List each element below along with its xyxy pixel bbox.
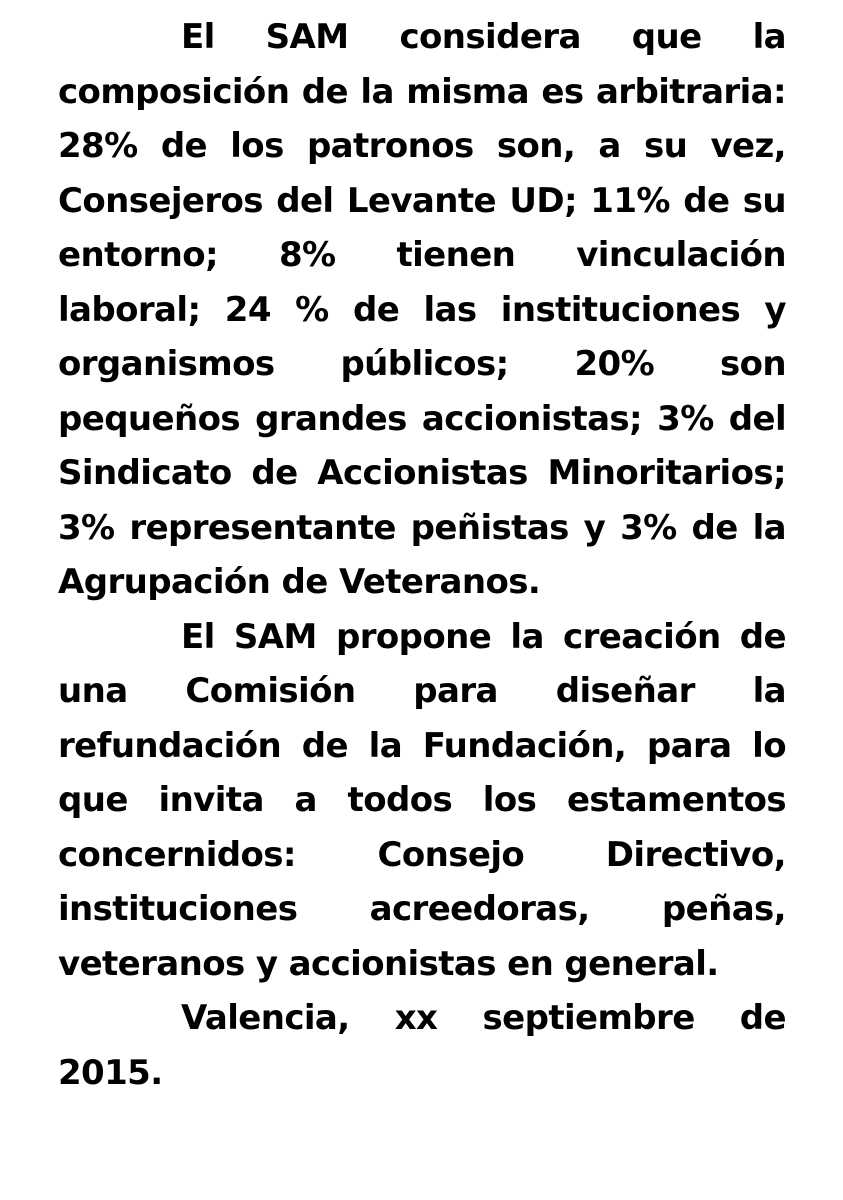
document-page: [58, 10, 786, 1100]
paragraph-proposal: El SAM propone la creación de una Comisión para diseñar la refundación de la Fundación, para lo que invita a todos los estamentos concernidos: Consejo Directivo, instituciones acreedoras, peñas, veteranos y accionistas en general.: [58, 616, 786, 984]
paragraph-composition: El SAM considera que la composición de la misma es arbitraria: 28% de los patronos son, a su vez, Consejeros del Levante UD; 11% de su entorno; 8% tienen vinculación laboral; 24 % de las instituciones y organismos públicos; 20% son pequeños grandes accionistas; 3% del Sindicato de Accionistas Minoritarios; 3% representante peñistas y 3% de la Agrupación de Veteranos.: [58, 17, 786, 602]
paragraph-date: Valencia, xx septiembre de 2015.: [58, 998, 786, 1093]
